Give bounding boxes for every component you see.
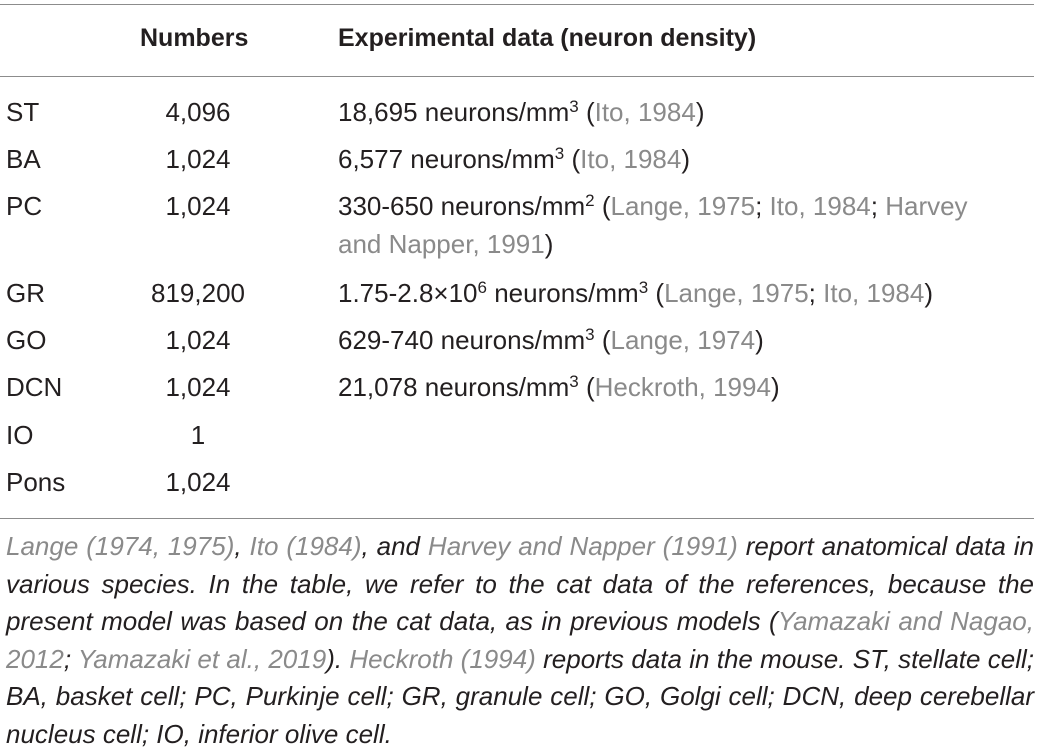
cell-type-name: PC [6,191,43,221]
cell-type-name: BA [6,144,41,174]
experimental-data: 21,078 neurons/$mm^3$ (Heckroth, 1994) [338,372,780,402]
table-bottom-rule [0,518,1034,519]
citation-link[interactable]: Ito, 1984 [769,191,871,221]
column-header-experimental-data: Experimental data (neuron density) [338,24,757,52]
cell-type-name: Pons [6,467,66,497]
citation-link[interactable]: Ito (1984) [249,531,362,561]
citation-link[interactable]: Heckroth, 1994 [594,372,771,402]
citation-link[interactable]: Heckroth (1994) [349,643,536,674]
citation-link[interactable]: Lange, 1975 [610,191,756,221]
citation-link[interactable]: Ito, 1984 [594,97,696,127]
cell-number: 1,024 [165,144,231,174]
table-top-rule [0,4,1034,5]
citation-link[interactable]: Lange (1974, 1975) [6,531,235,561]
cell-type-name: GO [6,325,47,355]
table-footnote: Lange (1974, 1975), Ito (1984), and Harvey and Napper (1991) report anatomical data in various species. In the table, we refer to the cat data of the references, because the present model was based on the cat data, as in previous models (Yamazaki and Nagao, 2012; Yamazaki et al., 2019). Heckroth (1994) reports data in the mouse. ST, stellate cell; BA, basket cell; PC, Purkinje cell; GR, granule cell; GO, Golgi cell; DCN, deep cerebellar nucleus cell; IO, inferior olive cell. [6,531,1034,749]
citation-link[interactable]: Lange, 1974 [610,325,756,355]
cell-number: 1,024 [165,467,231,497]
experimental-data: 18,695 neurons/$mm^3$ (Ito, 1984) [338,97,705,127]
citation-link[interactable]: Ito, 1984 [580,144,682,174]
cell-number: 4,096 [165,97,231,127]
citation-link[interactable]: Ito, 1984 [823,278,925,308]
cell-type-name: IO [6,420,34,450]
experimental-data: 629-740 neurons/$mm^3$ (Lange, 1974) [338,325,764,355]
cell-type-name: DCN [6,372,63,402]
cell-type-name: ST [6,97,40,127]
citation-link[interactable]: Harvey and Napper (1991) [427,531,738,561]
experimental-data: 330-650 neurons/$mm^2$ (Lange, 1975; Ito, 1984; Harvey and Napper, 1991) [338,191,968,259]
cell-number: 1 [190,420,206,450]
citation-link[interactable]: Lange, 1975 [664,278,809,308]
table-header-rule [0,76,1034,77]
experimental-data: 6,577 neurons/$mm^3$ (Ito, 1984) [338,144,691,174]
cell-number: 1,024 [165,372,231,402]
cell-number: 1,024 [165,325,231,355]
experimental-data: $1.75-2.8\times 10^6$ neurons/$mm^3$ (Lange, 1975; Ito, 1984) [338,278,933,308]
citation-link[interactable]: and Napper, 1991 [338,229,545,259]
column-header-numbers: Numbers [140,24,249,52]
cell-type-name: GR [6,278,45,308]
cell-number: 819,200 [151,278,245,308]
citation-link[interactable]: Yamazaki et al., 2019 [77,643,327,674]
citation-link[interactable]: Harvey [885,191,968,221]
cell-number: 1,024 [165,191,231,221]
citation-link[interactable]: Yamazaki and Nagao, 2012 [6,606,1034,674]
